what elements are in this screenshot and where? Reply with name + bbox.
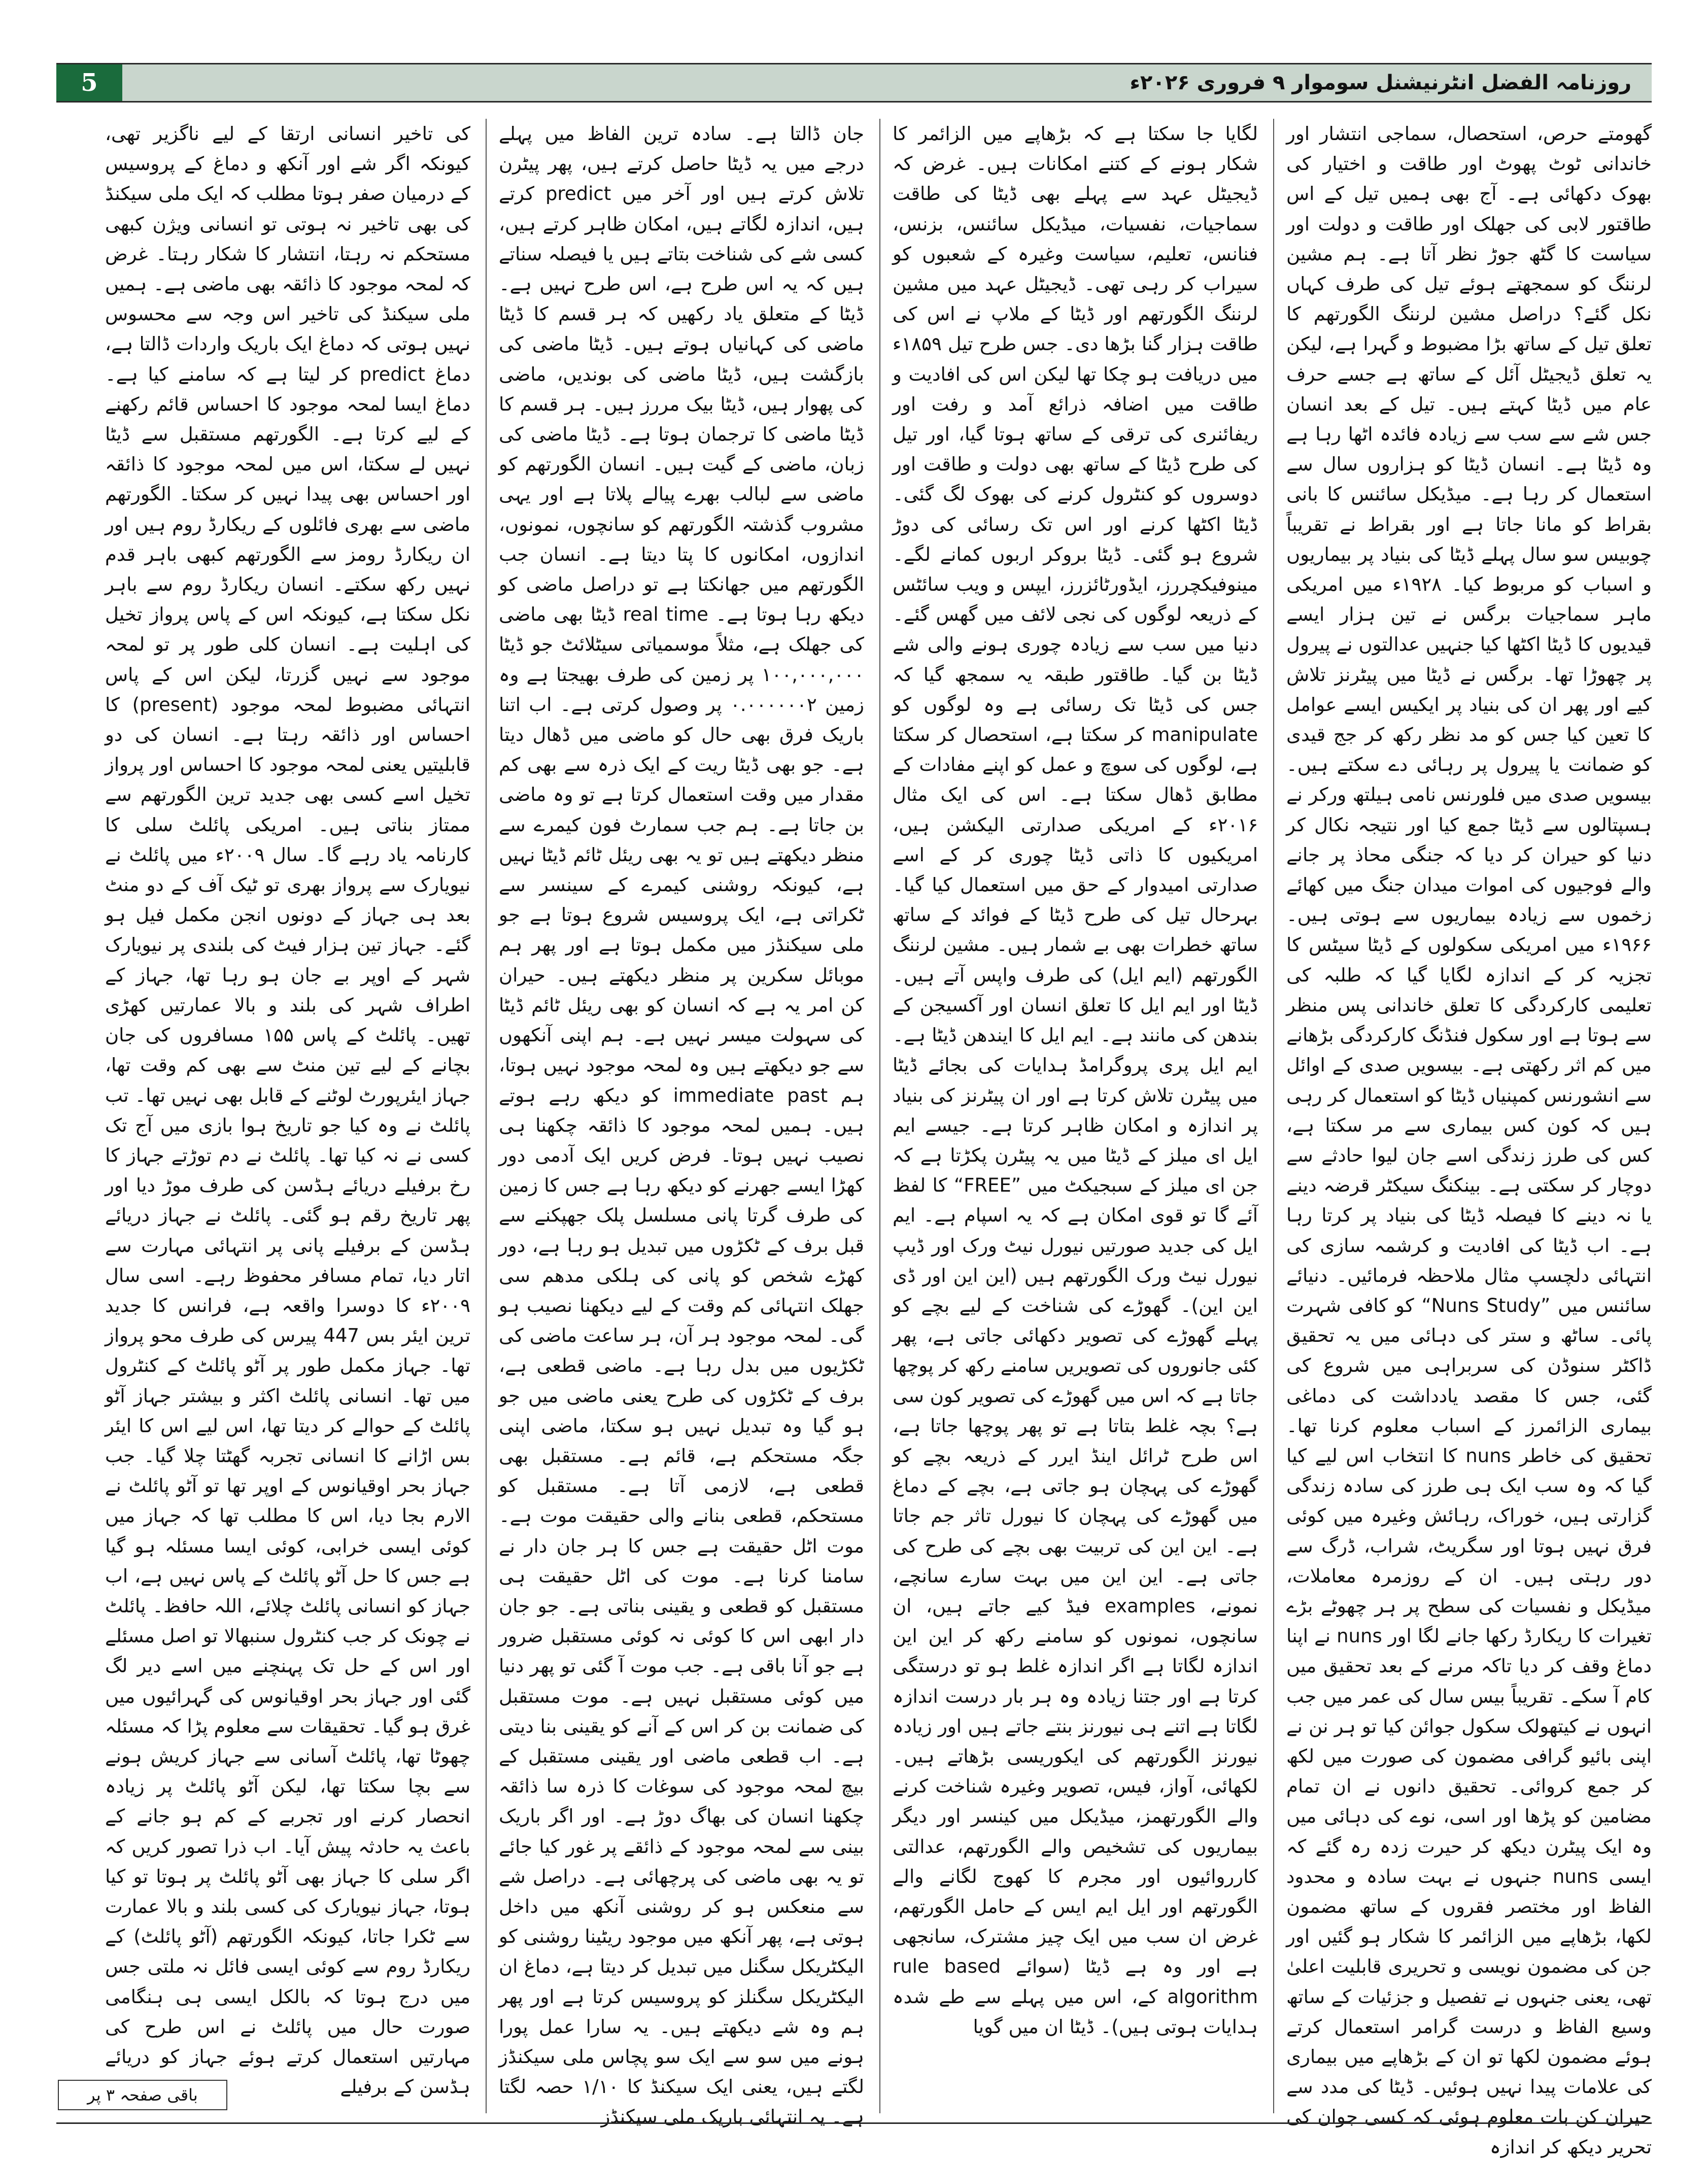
article-column-2 [893,119,1258,2108]
continued-on-page-note: باقی صفحہ ۳ پر [58,2080,227,2110]
column-divider [486,119,487,2113]
masthead-title: روزنامہ الفضل انٹرنیشنل سوموار ۹ فروری ۲۰۲۶ء [1130,71,1631,94]
column-text: جان ڈالتا ہے۔ سادہ ترین الفاظ میں پہلے درجے میں یہ ڈیٹا حاصل کرتے ہیں، پھر پیٹرن تلاش کرتے ہیں اور آخر میں predict کرتے ہیں، اندازہ لگاتے ہیں، امکان ظاہر کرتے ہیں، کسی شے کی شناخت بتاتے ہیں یا فیصلہ سناتے ہیں کہ یہ اس طرح ہے، اس طرح نہیں ہے۔ ڈیٹا کے متعلق یاد رکھیں کہ ہر قسم کا ڈیٹا ماضی کی کہانیاں ہوتے ہیں۔ ڈیٹا ماضی کی بازگشت ہیں، ڈیٹا ماضی کی بوندیں، ماضی کی پھوار ہیں، ڈیٹا بیک مررز ہیں۔ ہر قسم کا ڈیٹا ماضی کا ترجمان ہوتا ہے۔ ڈیٹا ماضی کی زبان، ماضی کے گیت ہیں۔ انسان الگورتھم کو ماضی سے لبالب بھرے پیالے پلاتا ہے اور یہی مشروب گذشتہ الگورتھم کو سانچوں، نمونوں، اندازوں، امکانوں کا پتا دیتا ہے۔ انسان جب الگورتھم میں جھانکتا ہے تو دراصل ماضی کو دیکھ رہا ہوتا ہے۔ real time ڈیٹا بھی ماضی کی جھلک ہے، مثلاً موسمیاتی سیٹلائٹ جو ڈیٹا ۱۰۰,۰۰۰,۰۰۰ پر زمین کی طرف بھیجتا ہے وہ زمین ۰.۰۰۰۰۰۰۲ پر وصول کرتی ہے۔ اب اتنا باریک فرق بھی حال کو ماضی میں ڈھال دیتا ہے۔ جو بھی ڈیٹا ریت کے ایک ذرہ سے بھی کم مقدار میں وقت استعمال کرتا ہے تو وہ ماضی بن جاتا ہے۔ ہم جب سمارٹ فون کیمرے سے منظر دیکھتے ہیں تو یہ بھی ریئل ٹائم ڈیٹا نہیں ہے، کیونکہ روشنی کیمرے کے سینسر سے ٹکراتی ہے، ایک پروسیس شروع ہوتا ہے جو ملی سیکنڈز میں مکمل ہوتا ہے اور پھر ہم موبائل سکرین پر منظر دیکھتے ہیں۔ حیران کن امر یہ ہے کہ انسان کو بھی ریئل ٹائم ڈیٹا کی سہولت میسر نہیں ہے۔ ہم اپنی آنکھوں سے جو دیکھتے ہیں وہ لمحہ موجود نہیں ہوتا، ہم immediate past کو دیکھ رہے ہوتے ہیں۔ ہمیں لمحہ موجود کا ذائقہ چکھنا ہی نصیب نہیں ہوتا۔ فرض کریں ایک آدمی دور کھڑا ایسے جھرنے کو دیکھ رہا ہے جس کا زمین کی طرف گرتا پانی مسلسل پلک جھپکنے سے قبل برف کے ٹکڑوں میں تبدیل ہو رہا ہے، دور کھڑے شخص کو پانی کی ہلکی مدھم سی جھلک انتہائی کم وقت کے لیے دیکھنا نصیب ہو گی۔ لمحہ موجود ہر آن، ہر ساعت ماضی کی ٹکڑیوں میں بدل رہا ہے۔ ماضی قطعی ہے، برف کے ٹکڑوں کی طرح یعنی ماضی میں جو ہو گیا وہ تبدیل نہیں ہو سکتا، ماضی اپنی جگہ مستحکم ہے، قائم ہے۔ مستقبل بھی قطعی ہے، لازمی آتا ہے۔ مستقبل کو مستحکم، قطعی بنانے والی حقیقت موت ہے۔ موت اٹل حقیقت ہے جس کا ہر جان دار نے سامنا کرنا ہے۔ موت کی اٹل حقیقت ہی مستقبل کو قطعی و یقینی بناتی ہے۔ جو جان دار ابھی اس کا کوئی نہ کوئی مستقبل ضرور ہے جو آنا باقی ہے۔ جب موت آ گئی تو پھر دنیا میں کوئی مستقبل نہیں ہے۔ موت مستقبل کی ضمانت بن کر اس کے آنے کو یقینی بنا دیتی ہے۔ اب قطعی ماضی اور یقینی مستقبل کے بیچ لمحہ موجود کی سوغات کا ذرہ سا ذائقہ چکھنا انسان کی بھاگ دوڑ ہے۔ اور اگر باریک بینی سے لمحہ موجود کے ذائقے پر غور کیا جائے تو یہ بھی ماضی کی پرچھائی ہے۔ دراصل شے سے منعکس ہو کر روشنی آنکھ میں داخل ہوتی ہے، پھر آنکھ میں موجود ریٹینا روشنی کو الیکٹریکل سگنل میں تبدیل کر دیتا ہے، دماغ ان الیکٹریکل سگنلز کو پروسیس کرتا ہے اور پھر ہم وہ شے دیکھتے ہیں۔ یہ سارا عمل پورا ہونے میں سو سے ایک سو پچاس ملی سیکنڈز لگتے ہیں، یعنی ایک سیکنڈ کا ۱/۱۰ حصہ لگتا ہے۔ یہ انتہائی باریک ملی سیکنڈز [499,123,864,2128]
column-text: گھومتے حرص، استحصال، سماجی انتشار اور خاندانی ٹوٹ پھوٹ اور طاقت و اختیار کی بھوک دکھائی ہے۔ آج بھی ہمیں تیل کے اس طاقتور لابی کی جھلک اور طاقت و دولت اور سیاست کا گٹھ جوڑ نظر آتا ہے۔ ہم مشین لرننگ کو سمجھتے ہوئے تیل کی طرف کہاں نکل گئے؟ دراصل مشین لرننگ الگورتھم کا تعلق تیل کے ساتھ بڑا مضبوط و گہرا ہے، لیکن یہ تعلق ڈیجیٹل آئل کے ساتھ ہے جسے حرف عام میں ڈیٹا کہتے ہیں۔ تیل کے بعد انسان جس شے سے سب سے زیادہ فائدہ اٹھا رہا ہے وہ ڈیٹا ہے۔ انسان ڈیٹا کو ہزاروں سال سے استعمال کر رہا ہے۔ میڈیکل سائنس کا بانی بقراط کو مانا جاتا ہے اور بقراط نے تقریباً چوبیس سو سال پہلے ڈیٹا کی بنیاد پر بیماریوں و اسباب کو مربوط کیا۔ ۱۹۲۸ء میں امریکی ماہر سماجیات برگس نے تین ہزار ایسے قیدیوں کا ڈیٹا اکٹھا کیا جنہیں عدالتوں نے پیرول پر چھوڑا تھا۔ برگس نے ڈیٹا میں پیٹرنز تلاش کیے اور پھر ان کی بنیاد پر ایکیس ایسے عوامل کا تعین کیا جس کو مد نظر رکھ کر جج قیدی کو ضمانت یا پیرول پر رہائی دے سکتے ہیں۔ بیسویں صدی میں فلورنس نامی ہیلتھ ورکر نے ہسپتالوں سے ڈیٹا جمع کیا اور نتیجہ نکال کر دنیا کو حیران کر دیا کہ جنگی محاذ پر جانے والے فوجیوں کی اموات میدان جنگ میں کھائے زخموں سے زیادہ بیماریوں سے ہوتی ہیں۔ ۱۹۶۶ء میں امریکی سکولوں کے ڈیٹا سیٹس کا تجزیہ کر کے اندازہ لگایا گیا کہ طلبہ کی تعلیمی کارکردگی کا تعلق خاندانی پس منظر سے ہوتا ہے اور سکول فنڈنگ کارکردگی بڑھانے میں کم اثر رکھتی ہے۔ بیسویں صدی کے اوائل سے انشورنس کمپنیاں ڈیٹا کو استعمال کر رہی ہیں کہ کون کس بیماری سے مر سکتا ہے، کس کی طرز زندگی اسے جان لیوا حادثے سے دوچار کر سکتی ہے۔ بینکنگ سیکٹر قرضہ دینے یا نہ دینے کا فیصلہ ڈیٹا کی بنیاد پر کرتا رہا ہے۔ اب ڈیٹا کی افادیت و کرشمہ سازی کی انتہائی دلچسپ مثال ملاحظہ فرمائیں۔ دنیائے سائنس میں ”Nuns Study“ کو کافی شہرت پائی۔ ساٹھ و ستر کی دہائی میں یہ تحقیق ڈاکٹر سنوڈن کی سربراہی میں شروع کی گئی، جس کا مقصد یادداشت کی دماغی بیماری الزائمرز کے اسباب معلوم کرنا تھا۔ تحقیق کی خاطر nuns کا انتخاب اس لیے کیا گیا کہ وہ سب ایک ہی طرز کی سادہ زندگی گزارتی ہیں، خوراک، رہائش وغیرہ میں کوئی فرق نہیں ہوتا اور سگریٹ، شراب، ڈرگ سے دور رہتی ہیں۔ ان کے روزمرہ معاملات، میڈیکل و نفسیات کی سطح پر ہر چھوٹے بڑے تغیرات کا ریکارڈ رکھا جانے لگا اور nuns نے اپنا دماغ وقف کر دیا تاکہ مرنے کے بعد تحقیق میں کام آ سکے۔ تقریباً بیس سال کی عمر میں جب انہوں نے کیتھولک سکول جوائن کیا تو ہر نن نے اپنی بائیو گرافی مضمون کی صورت میں لکھ کر جمع کروائی۔ تحقیق دانوں نے ان تمام مضامین کو پڑھا اور اسی، نوے کی دہائی میں وہ ایک پیٹرن دیکھ کر حیرت زدہ رہ گئے کہ ایسی nuns جنہوں نے بہت سادہ و محدود الفاظ اور مختصر فقروں کے ساتھ مضمون لکھا، بڑھاپے میں الزائمر کا شکار ہو گئیں اور جن کی مضمون نویسی و تحریری قابلیت اعلیٰ تھی، یعنی جنہوں نے تفصیل و جزئیات کے ساتھ وسیع الفاظ و درست گرامر استعمال کرتے ہوئے مضمون لکھا تو ان کے بڑھاپے میں بیماری کی علامات پیدا نہیں ہوئیں۔ ڈیٹا کی مدد سے حیران کن بات معلوم ہوئی کہ کسی جوان کی تحریر دیکھ کر اندازہ [1286,123,1652,2158]
article-column-3 [499,119,864,2128]
column-divider [1273,119,1274,2113]
column-divider [879,119,880,2113]
column-text: کی تاخیر انسانی ارتقا کے لیے ناگزیر تھی، کیونکہ اگر شے اور آنکھ و دماغ کے پروسیس کے درمیان صفر ہوتا مطلب کہ ایک ملی سیکنڈ کی بھی تاخیر نہ ہوتی تو انسانی ویژن کبھی مستحکم نہ رہتا، انتشار کا شکار رہتا۔ غرض کہ لمحہ موجود کا ذائقہ بھی ماضی ہے۔ ہمیں ملی سیکنڈ کی تاخیر اس وجہ سے محسوس نہیں ہوتی کہ دماغ ایک باریک واردات ڈالتا ہے، دماغ predict کر لیتا ہے کہ سامنے کیا ہے۔ دماغ ایسا لمحہ موجود کا احساس قائم رکھنے کے لیے کرتا ہے۔ الگورتھم مستقبل سے ڈیٹا نہیں لے سکتا، اس میں لمحہ موجود کا ذائقہ اور احساس بھی پیدا نہیں کر سکتا۔ الگورتھم ماضی سے بھری فائلوں کے ریکارڈ روم ہیں اور ان ریکارڈ رومز سے الگورتھم کبھی باہر قدم نہیں رکھ سکتے۔ انسان ریکارڈ روم سے باہر نکل سکتا ہے، کیونکہ اس کے پاس پرواز تخیل کی اہلیت ہے۔ انسان کلی طور پر تو لمحہ موجود سے نہیں گزرتا، لیکن اس کے پاس انتہائی مضبوط لمحہ موجود (present) کا احساس اور ذائقہ رہتا ہے۔ انسان کی دو قابلیتیں یعنی لمحہ موجود کا احساس اور پرواز تخیل اسے کسی بھی جدید ترین الگورتھم سے ممتاز بناتی ہیں۔ امریکی پائلٹ سلی کا کارنامہ یاد رہے گا۔ سال ۲۰۰۹ء میں پائلٹ نے نیویارک سے پرواز بھری تو ٹیک آف کے دو منٹ بعد ہی جہاز کے دونوں انجن مکمل فیل ہو گئے۔ جہاز تین ہزار فیٹ کی بلندی پر نیویارک شہر کے اوپر بے جان ہو رہا تھا، جہاز کے اطراف شہر کی بلند و بالا عمارتیں کھڑی تھیں۔ پائلٹ کے پاس ۱۵۵ مسافروں کی جان بچانے کے لیے تین منٹ سے بھی کم وقت تھا، جہاز ایئرپورٹ لوٹنے کے قابل بھی نہیں تھا۔ تب پائلٹ نے وہ کیا جو تاریخ ہوا بازی میں آج تک کسی نے نہ کیا تھا۔ پائلٹ نے دم توڑتے جہاز کا رخ برفیلے دریائے ہڈسن کی طرف موڑ دیا اور پھر تاریخ رقم ہو گئی۔ پائلٹ نے جہاز دریائے ہڈسن کے برفیلے پانی پر انتہائی مہارت سے اتار دیا، تمام مسافر محفوظ رہے۔ اسی سال ۲۰۰۹ء کا دوسرا واقعہ ہے، فرانس کا جدید ترین ایئر بس 447 پیرس کی طرف محو پرواز تھا۔ جہاز مکمل طور پر آٹو پائلٹ کے کنٹرول میں تھا۔ انسانی پائلٹ اکثر و بیشتر جہاز آٹو پائلٹ کے حوالے کر دیتا تھا، اس لیے اس کا ایئر بس اڑانے کا انسانی تجربہ گھٹتا چلا گیا۔ جب جہاز بحر اوقیانوس کے اوپر تھا تو آٹو پائلٹ نے الارم بجا دیا، اس کا مطلب تھا کہ جہاز میں کوئی ایسی خرابی، کوئی ایسا مسئلہ ہو گیا ہے جس کا حل آٹو پائلٹ کے پاس نہیں ہے، اب جہاز کو انسانی پائلٹ چلائے، اللہ حافظ۔ پائلٹ نے چونک کر جب کنٹرول سنبھالا تو اصل مسئلے اور اس کے حل تک پہنچنے میں اسے دیر لگ گئی اور جہاز بحر اوقیانوس کی گہرائیوں میں غرق ہو گیا۔ تحقیقات سے معلوم پڑا کہ مسئلہ چھوٹا تھا، پائلٹ آسانی سے جہاز کریش ہونے سے بچا سکتا تھا، لیکن آٹو پائلٹ پر زیادہ انحصار کرنے اور تجربے کے کم ہو جانے کے باعث یہ حادثہ پیش آیا۔ اب ذرا تصور کریں کہ اگر سلی کا جہاز بھی آٹو پائلٹ پر ہوتا تو کیا ہوتا، جہاز نیویارک کی کسی بلند و بالا عمارت سے ٹکرا جاتا، کیونکہ الگورتھم (آٹو پائلٹ) کے ریکارڈ روم سے کوئی ایسی فائل نہ ملتی جس میں درج ہوتا کہ بالکل ایسی ہی ہنگامی صورت حال میں پائلٹ نے اس طرح کی مہارتیں استعمال کرتے ہوئے جہاز کو دریائے ہڈسن کے برفیلے [105,123,471,2098]
page-header [56,63,1652,103]
column-text: لگایا جا سکتا ہے کہ بڑھاپے میں الزائمر کا شکار ہونے کے کتنے امکانات ہیں۔ غرض کہ ڈیجیٹل عہد سے پہلے بھی ڈیٹا کی طاقت سماجیات، نفسیات، میڈیکل سائنس، بزنس، فنانس، تعلیم، سیاست وغیرہ کے شعبوں کو سیراب کر رہی تھی۔ ڈیجیٹل عہد میں مشین لرننگ الگورتھم اور ڈیٹا کے ملاپ نے اس کی طاقت ہزار گنا بڑھا دی۔ جس طرح تیل ۱۸۵۹ء میں دریافت ہو چکا تھا لیکن اس کی افادیت و طاقت میں اضافہ ذرائع آمد و رفت اور ریفائنری کی ترقی کے ساتھ ہوتا گیا، اور تیل کی طرح ڈیٹا کے ساتھ بھی دولت و طاقت اور دوسروں کو کنٹرول کرنے کی بھوک لگ گئی۔ ڈیٹا اکٹھا کرنے اور اس تک رسائی کی دوڑ شروع ہو گئی۔ ڈیٹا بروکر اربوں کمانے لگے۔ مینوفیکچررز، ایڈورٹائزرز، ایپس و ویب سائٹس کے ذریعہ لوگوں کی نجی لائف میں گھس گئے۔ دنیا میں سب سے زیادہ چوری ہونے والی شے ڈیٹا بن گیا۔ طاقتور طبقہ یہ سمجھ گیا کہ جس کی ڈیٹا تک رسائی ہے وہ لوگوں کو manipulate کر سکتا ہے، استحصال کر سکتا ہے، لوگوں کی سوچ و عمل کو اپنے مفادات کے مطابق ڈھال سکتا ہے۔ اس کی ایک مثال ۲۰۱۶ء کے امریکی صدارتی الیکشن ہیں، امریکیوں کا ذاتی ڈیٹا چوری کر کے اسے صدارتی امیدوار کے حق میں استعمال کیا گیا۔ بہرحال تیل کی طرح ڈیٹا کے فوائد کے ساتھ ساتھ خطرات بھی بے شمار ہیں۔ مشین لرننگ الگورتھم (ایم ایل) کی طرف واپس آتے ہیں۔ ڈیٹا اور ایم ایل کا تعلق انسان اور آکسیجن کے بندھن کی مانند ہے۔ ایم ایل کا ایندھن ڈیٹا ہے۔ ایم ایل پری پروگرامڈ ہدایات کی بجائے ڈیٹا میں پیٹرن تلاش کرتا ہے اور ان پیٹرنز کی بنیاد پر اندازہ و امکان ظاہر کرتا ہے۔ جیسے ایم ایل ای میلز کے ڈیٹا میں یہ پیٹرن پکڑتا ہے کہ جن ای میلز کے سبجیکٹ میں ”FREE“ کا لفظ آئے گا تو قوی امکان ہے کہ یہ اسپام ہے۔ ایم ایل کی جدید صورتیں نیورل نیٹ ورک اور ڈیپ نیورل نیٹ ورک الگورتھم ہیں (این این اور ڈی این این)۔ گھوڑے کی شناخت کے لیے بچے کو پہلے گھوڑے کی تصویر دکھائی جاتی ہے، پھر کئی جانوروں کی تصویریں سامنے رکھ کر پوچھا جاتا ہے کہ اس میں گھوڑے کی تصویر کون سی ہے؟ بچہ غلط بتاتا ہے تو پھر پوچھا جاتا ہے، اس طرح ٹرائل اینڈ ایرر کے ذریعہ بچے کو گھوڑے کی پہچان ہو جاتی ہے، بچے کے دماغ میں گھوڑے کی پہچان کا نیورل تاثر جم جاتا ہے۔ این این کی تربیت بھی بچے کی طرح کی جاتی ہے۔ این این میں بہت سارے سانچے، نمونے، examples فیڈ کیے جاتے ہیں، ان سانچوں، نمونوں کو سامنے رکھ کر این این اندازہ لگاتا ہے اگر اندازہ غلط ہو تو درستگی کرتا ہے اور جتنا زیادہ وہ ہر بار درست اندازہ لگاتا ہے اتنے ہی نیورنز بنتے جاتے ہیں اور زیادہ نیورنز الگورتھم کی ایکوریسی بڑھاتے ہیں۔ لکھائی، آواز، فیس، تصویر وغیرہ شناخت کرنے والے الگورتھمز، میڈیکل میں کینسر اور دیگر بیماریوں کی تشخیص والے الگورتھم، عدالتی کارروائیوں اور مجرم کا کھوج لگانے والے الگورتھم اور ایل ایم ایس کے حامل الگورتھم، غرض ان سب میں ایک چیز مشترک، سانجھی ہے اور وہ ہے ڈیٹا (سوائے rule based algorithm کے، اس میں پہلے سے طے شدہ ہدایات ہوتی ہیں)۔ ڈیٹا ان میں گویا [893,123,1258,2038]
article-column-4 [105,119,470,2108]
article-column-1 [1286,119,1652,2158]
bottom-rule [56,2122,1652,2124]
page-number: 5 [56,64,122,101]
